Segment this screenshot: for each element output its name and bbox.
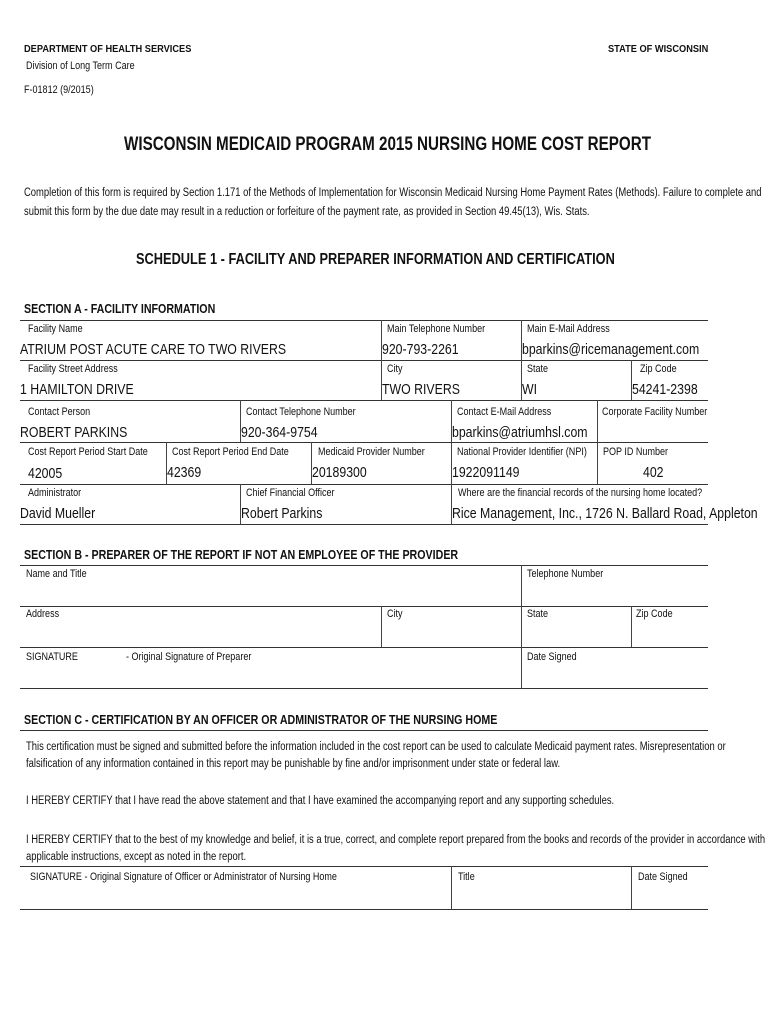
preparer-name-label: Name and Title [26,568,87,580]
divider [20,909,708,910]
preparer-state-label: State [527,608,549,620]
divider [20,442,708,443]
section-b-title: SECTION B - PREPARER OF THE REPORT IF NOT AN EMPLOYEE OF THE PROVIDER [24,547,459,562]
schedule-title: SCHEDULE 1 - FACILITY AND PREPARER INFORMATION AND CERTIFICATION [136,251,615,268]
section-c-title: SECTION C - CERTIFICATION BY AN OFFICER OR ADMINISTRATOR OF THE NURSING HOME [24,712,498,727]
division-name: Division of Long Term Care [26,60,135,72]
npi-field[interactable]: 1922091149 [452,464,520,481]
divider [20,524,708,525]
state-label: State [527,363,549,375]
divider [451,866,452,909]
divider [521,606,522,647]
divider [20,400,708,401]
divider [20,565,708,566]
officer-title-label: Title [458,871,475,883]
certification-para1-line1: This certification must be signed and submitted before the information included in the cost report can be used to calculate Medicaid payment rates. Misrepresentation or [26,741,726,753]
department-name: DEPARTMENT OF HEALTH SERVICES [24,43,192,55]
page-title: WISCONSIN MEDICAID PROGRAM 2015 NURSING HOME COST REPORT [124,134,651,155]
facility-name-field[interactable]: ATRIUM POST ACUTE CARE TO TWO RIVERS [20,341,287,358]
contact-email-field[interactable]: bparkins@atriumhsl.com [452,424,588,441]
officer-date-label: Date Signed [638,871,688,883]
pop-id-label: POP ID Number [603,446,669,458]
administrator-label: Administrator [28,487,82,499]
state-name: STATE OF WISCONSIN [608,43,709,55]
npi-label: National Provider Identifier (NPI) [457,446,587,458]
certification-para1-line2: falsification of any information contained in this report may be punishable by fine and/or imprisonment under state or federal law. [26,758,561,770]
contact-phone-label: Contact Telephone Number [246,406,356,418]
main-email-field[interactable]: bparkins@ricemanagement.com [522,341,700,358]
officer-signature-label: SIGNATURE - Original Signature of Officer or Administrator of Nursing Home [30,871,337,883]
divider [521,565,522,606]
cfo-label: Chief Financial Officer [246,487,335,499]
intro-line-1: Completion of this form is required by Section 1.171 of the Methods of Implementation for Wisconsin Medicaid Nursing Home Payment Rates (Methods). Failure to complete and [24,187,762,199]
section-a-title: SECTION A - FACILITY INFORMATION [24,301,216,316]
facility-name-label: Facility Name [28,323,83,335]
divider [20,606,708,607]
divider [20,484,708,485]
contact-person-field[interactable]: ROBERT PARKINS [20,424,128,441]
divider [20,730,708,731]
preparer-address-label: Address [26,608,60,620]
contact-email-label: Contact E-Mail Address [457,406,552,418]
divider [20,866,708,867]
zip-field[interactable]: 54241-2398 [632,381,698,398]
corporate-number-label: Corporate Facility Number [602,406,708,418]
divider [597,442,598,484]
street-label: Facility Street Address [28,363,118,375]
certification-para3-line1: I HEREBY CERTIFY that to the best of my knowledge and belief, it is a true, correct, and complete report prepared from the books and records of the provider in accordance with [26,834,766,846]
main-email-label: Main E-Mail Address [527,323,610,335]
period-start-field[interactable]: 42005 [28,465,63,482]
form-number: F-01812 (9/2015) [24,84,94,96]
preparer-phone-label: Telephone Number [527,568,604,580]
preparer-signature-label: SIGNATURE [26,651,78,663]
preparer-date-label: Date Signed [527,651,577,663]
street-field[interactable]: 1 HAMILTON DRIVE [20,381,134,398]
intro-line-2: submit this form by the due date may result in a reduction or forfeiture of the payment rate, as provided in Section 49.45(13), Wis. Stats. [24,206,590,218]
divider [20,647,708,648]
divider [597,400,598,442]
divider [631,606,632,647]
city-label: City [387,363,403,375]
divider [20,360,708,361]
state-field[interactable]: WI [522,381,538,398]
zip-label: Zip Code [640,363,677,375]
divider [20,688,708,689]
period-start-label: Cost Report Period Start Date [28,446,148,458]
period-end-field[interactable]: 42369 [167,464,202,481]
divider [631,866,632,909]
preparer-signature-note: - Original Signature of Preparer [126,651,252,663]
records-location-field[interactable]: Rice Management, Inc., 1726 N. Ballard Road, Appleton [452,505,758,522]
contact-person-label: Contact Person [28,406,91,418]
pop-id-field[interactable]: 402 [643,464,664,481]
records-location-label: Where are the financial records of the nursing home located? [458,487,703,499]
administrator-field[interactable]: David Mueller [20,505,96,522]
cfo-field[interactable]: Robert Parkins [241,505,323,522]
certification-para3-line2: applicable instructions, except as noted in the report. [26,851,247,863]
divider [381,606,382,647]
divider [20,320,708,321]
city-field[interactable]: TWO RIVERS [382,381,460,398]
contact-phone-field[interactable]: 920-364-9754 [241,424,318,441]
preparer-zip-label: Zip Code [636,608,673,620]
preparer-city-label: City [387,608,403,620]
main-phone-label: Main Telephone Number [387,323,486,335]
medicaid-provider-field[interactable]: 20189300 [312,464,367,481]
medicaid-provider-label: Medicaid Provider Number [318,446,425,458]
main-phone-field[interactable]: 920-793-2261 [382,341,459,358]
divider [521,647,522,688]
certification-para2: I HEREBY CERTIFY that I have read the above statement and that I have examined the accompanying report and any supporting schedules. [26,795,615,807]
period-end-label: Cost Report Period End Date [172,446,289,458]
